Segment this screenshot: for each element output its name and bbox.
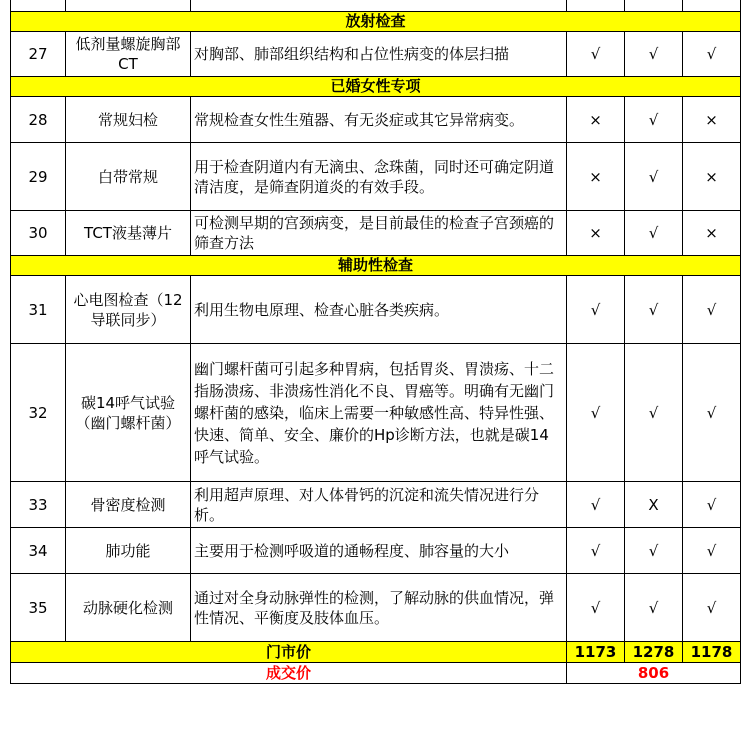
item-description: 幽门螺杆菌可引起多种胃病，包括胃炎、胃溃疡、十二指肠溃疡、非溃疡性消化不良、胃癌等。明确有无幽门螺杆菌的感染，临床上需要一种敏感性高、特异性强、快速、简单、安全、廉价的Hp诊断方法，也就是碳14呼气试验。 [191,344,567,482]
table-row [11,482,741,528]
section-title: 辅助性检查 [11,256,741,276]
package-2-mark: √ [625,211,683,256]
section-header-radiology [11,12,741,32]
package-2-mark: √ [625,276,683,344]
package-3-mark: × [683,97,741,143]
package-3-mark: × [683,211,741,256]
package-3-mark: √ [683,574,741,642]
package-3-mark: √ [683,482,741,528]
retail-price-row [11,642,741,663]
package-3-mark: √ [683,276,741,344]
item-number: 32 [11,344,66,482]
package-2-mark: √ [625,32,683,77]
table-row [11,528,741,574]
package-1-mark: √ [567,482,625,528]
package-1-mark: × [567,97,625,143]
deal-price-value: 806 [567,663,741,684]
item-number: 28 [11,97,66,143]
package-2-mark: √ [625,344,683,482]
item-name: TCT液基薄片 [66,211,191,256]
package-3-mark: √ [683,32,741,77]
item-number: 33 [11,482,66,528]
item-number: 31 [11,276,66,344]
package-3-mark: √ [683,528,741,574]
package-2-price: 1278 [625,642,683,663]
item-name: 低剂量螺旋胸部CT [66,32,191,77]
package-1-mark: √ [567,32,625,77]
item-number: 27 [11,32,66,77]
package-2-mark: √ [625,574,683,642]
item-number: 35 [11,574,66,642]
item-name: 常规妇检 [66,97,191,143]
item-description: 用于检查阴道内有无滴虫、念珠菌，同时还可确定阴道清洁度，是筛查阴道炎的有效手段。 [191,143,567,211]
package-1-mark: √ [567,344,625,482]
package-1-mark: √ [567,276,625,344]
deal-price-label: 成交价 [11,663,567,684]
section-header-married-female [11,77,741,97]
section-header-auxiliary [11,256,741,276]
section-title: 放射检查 [11,12,741,32]
table-row [11,143,741,211]
item-name: 肺功能 [66,528,191,574]
package-2-mark: √ [625,528,683,574]
section-title: 已婚女性专项 [11,77,741,97]
table-row [11,344,741,482]
item-name: 白带常规 [66,143,191,211]
item-description: 可检测早期的宫颈病变，是目前最佳的检查子宫颈癌的筛查方法 [191,211,567,256]
item-description: 常规检查女性生殖器、有无炎症或其它异常病变。 [191,97,567,143]
item-name: 动脉硬化检测 [66,574,191,642]
deal-price-row [11,663,741,684]
table-row [11,32,741,77]
item-description: 通过对全身动脉弹性的检测，了解动脉的供血情况，弹性情况、平衡度及肢体血压。 [191,574,567,642]
table-row [11,211,741,256]
package-1-mark: × [567,143,625,211]
package-1-mark: √ [567,528,625,574]
item-name: 心电图检查（12导联同步） [66,276,191,344]
item-number: 34 [11,528,66,574]
item-number: 29 [11,143,66,211]
package-3-mark: √ [683,344,741,482]
item-description: 主要用于检测呼吸道的通畅程度、肺容量的大小 [191,528,567,574]
package-2-mark: √ [625,143,683,211]
package-1-mark: √ [567,574,625,642]
checkup-package-table [10,0,741,684]
package-1-mark: × [567,211,625,256]
package-1-price: 1173 [567,642,625,663]
item-number: 30 [11,211,66,256]
table-row [11,276,741,344]
retail-price-label: 门市价 [11,642,567,663]
package-3-mark: × [683,143,741,211]
item-name: 碳14呼气试验（幽门螺杆菌） [66,344,191,482]
table-row [11,97,741,143]
package-2-mark: √ [625,97,683,143]
item-name: 骨密度检测 [66,482,191,528]
table-row-partial [11,0,741,12]
item-description: 利用生物电原理、检查心脏各类疾病。 [191,276,567,344]
item-description: 利用超声原理、对人体骨钙的沉淀和流失情况进行分析。 [191,482,567,528]
table-row [11,574,741,642]
item-description: 对胸部、肺部组织结构和占位性病变的体层扫描 [191,32,567,77]
package-3-price: 1178 [683,642,741,663]
package-2-mark: X [625,482,683,528]
